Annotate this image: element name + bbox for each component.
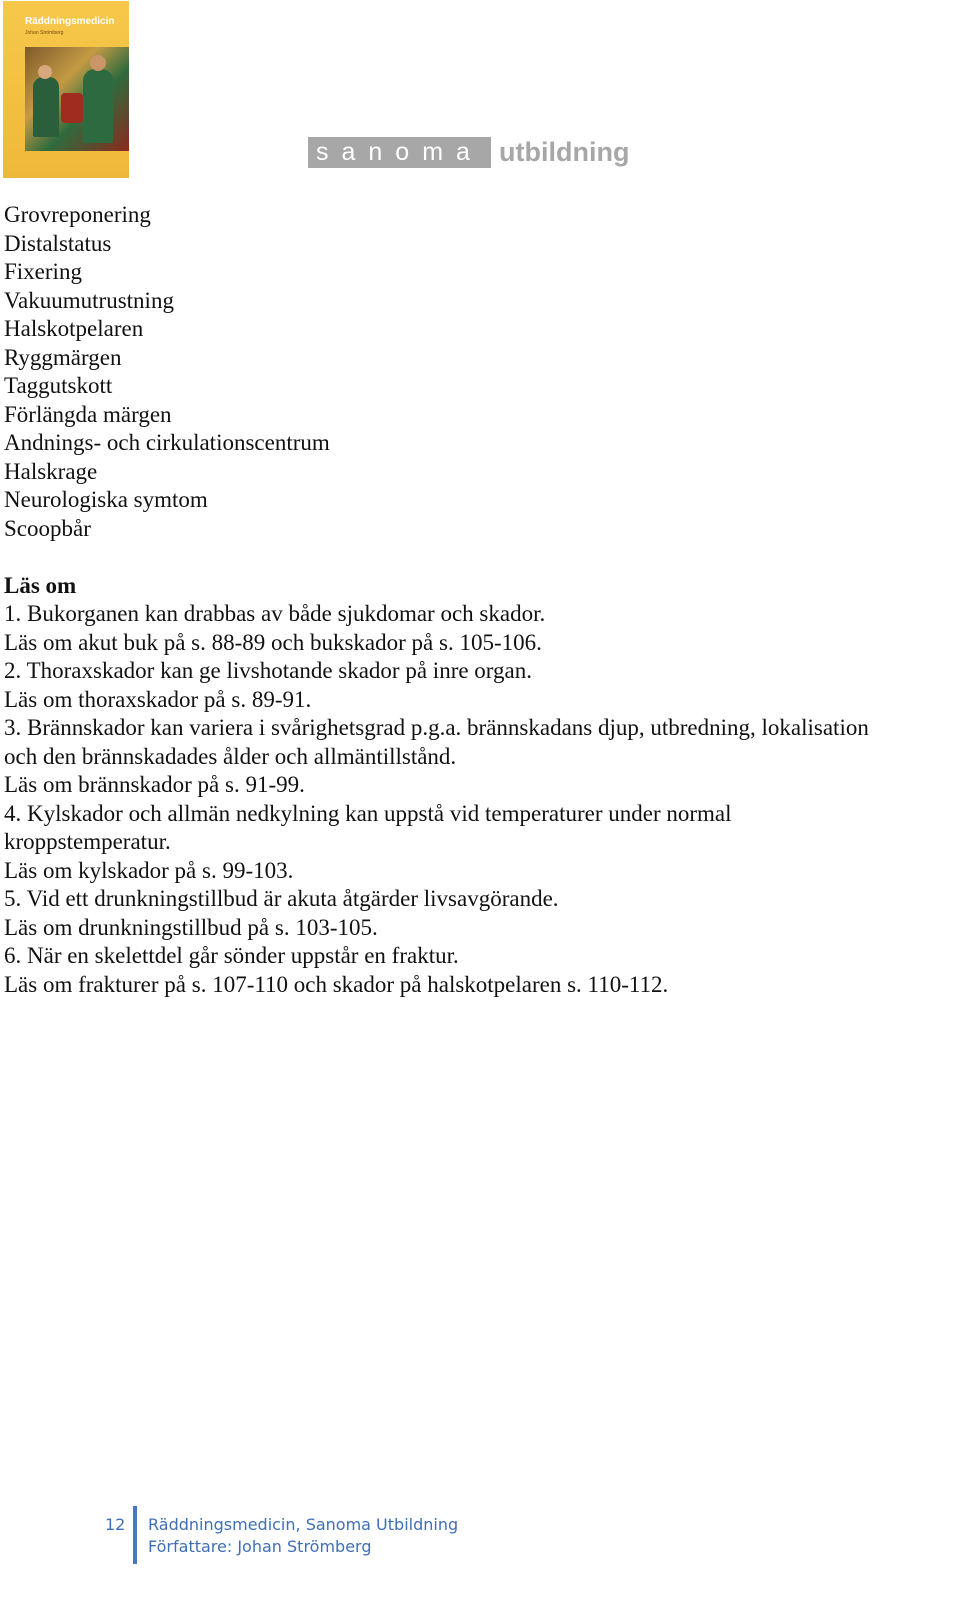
page-number: 12 bbox=[105, 1515, 126, 1534]
footer-author: Författare: Johan Strömberg bbox=[148, 1537, 372, 1556]
term-item: Förlängda märgen bbox=[4, 401, 172, 427]
read-line: 5. Vid ett drunkningstillbud är akuta åtgärder livsavgörande. bbox=[4, 886, 559, 911]
term-item: Fixering bbox=[4, 259, 82, 284]
logo-sanoma: sanoma bbox=[308, 137, 491, 168]
term-item: Halskrage bbox=[4, 458, 98, 484]
footer-divider bbox=[133, 1506, 137, 1564]
term-item: Scoopbår bbox=[4, 515, 91, 541]
term-list bbox=[4, 201, 944, 543]
cover-author: Johan Strömberg bbox=[25, 30, 64, 36]
term-item: Distalstatus bbox=[4, 230, 112, 256]
read-line: 6. När en skelettdel går sönder uppstår en fraktur. bbox=[4, 943, 459, 968]
footer-title: Räddningsmedicin, Sanoma Utbildning bbox=[148, 1515, 459, 1534]
term-item: Neurologiska symtom bbox=[4, 487, 208, 512]
cover-title: Räddningsmedicin bbox=[25, 16, 115, 27]
term-item: Halskotpelaren bbox=[4, 316, 144, 341]
read-line: Läs om drunkningstillbud på s. 103-105. bbox=[4, 914, 378, 940]
paragraph-spacer bbox=[4, 543, 944, 572]
read-line: 1. Bukorganen kan drabbas av både sjukdomar och skador. bbox=[4, 601, 546, 626]
read-line: Läs om brännskador på s. 91-99. bbox=[4, 772, 305, 797]
read-line: Läs om thoraxskador på s. 89-91. bbox=[4, 686, 312, 712]
term-item: Vakuumutrustning bbox=[4, 287, 174, 313]
read-line: 2. Thoraxskador kan ge livshotande skador på inre organ. bbox=[4, 658, 533, 683]
section-heading: Läs om bbox=[4, 572, 77, 598]
read-line: kroppstemperatur. bbox=[4, 829, 171, 854]
read-line: 4. Kylskador och allmän nedkylning kan uppstå vid temperaturer under normal bbox=[4, 800, 732, 826]
read-line: 3. Brännskador kan variera i svårighetsgrad p.g.a. brännskadans djup, utbredning, lokalisation bbox=[4, 715, 869, 740]
term-item: Andnings- och cirkulationscentrum bbox=[4, 430, 330, 455]
sanoma-utbildning-logo bbox=[308, 137, 629, 168]
term-item: Grovreponering bbox=[4, 202, 151, 227]
read-line: Läs om kylskador på s. 99-103. bbox=[4, 857, 294, 883]
cover-photo bbox=[25, 47, 129, 151]
book-cover-image bbox=[3, 1, 129, 178]
term-item: Taggutskott bbox=[4, 373, 113, 398]
read-line: Läs om akut buk på s. 88-89 och bukskador på s. 105-106. bbox=[4, 629, 542, 655]
logo-utbildning: utbildning bbox=[499, 137, 630, 167]
term-item: Ryggmärgen bbox=[4, 344, 122, 370]
read-line: och den brännskadades ålder och allmäntillstånd. bbox=[4, 743, 457, 769]
document-body bbox=[4, 201, 944, 999]
read-section bbox=[4, 572, 944, 1000]
read-line: Läs om frakturer på s. 107-110 och skador på halskotpelaren s. 110-112. bbox=[4, 971, 669, 997]
